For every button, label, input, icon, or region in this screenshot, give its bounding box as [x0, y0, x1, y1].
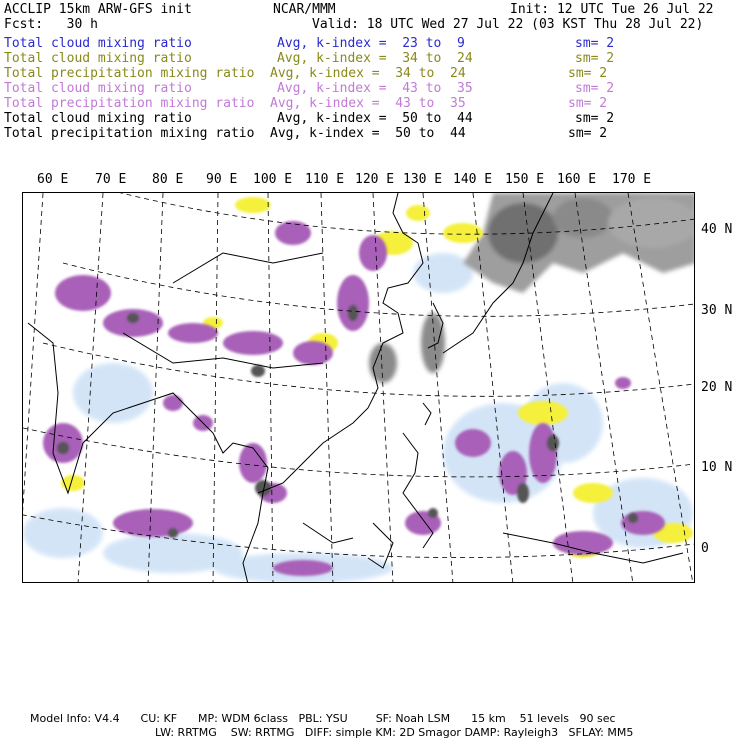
legend-avg: Avg, k-index = 34 to 24: [270, 66, 466, 81]
lat-label: 40 N: [701, 222, 733, 237]
map-panel: [22, 192, 695, 583]
init-time: Init: 12 UTC Tue 26 Jul 22: [510, 2, 714, 17]
lon-label: 60 E: [37, 172, 69, 187]
legend-name: Total precipitation mixing ratio: [4, 66, 255, 81]
map-canvas: [23, 193, 695, 583]
legend-sm: sm= 2: [575, 81, 615, 96]
legend-avg: Avg, k-index = 50 to 44: [270, 126, 466, 141]
lon-label: 80 E: [152, 172, 184, 187]
legend-sm: sm= 2: [568, 126, 608, 141]
legend-name: Total cloud mixing ratio: [4, 51, 192, 66]
plot-title: ACCLIP 15km ARW-GFS init: [4, 2, 192, 17]
legend-name: Total cloud mixing ratio: [4, 81, 192, 96]
valid-time: Valid: 18 UTC Wed 27 Jul 22 (03 KST Thu 28 Jul 22): [312, 17, 704, 32]
lon-label: 120 E: [355, 172, 395, 187]
lon-label: 130 E: [403, 172, 443, 187]
legend-name: Total precipitation mixing ratio: [4, 126, 255, 141]
lon-label: 90 E: [206, 172, 238, 187]
forecast-hour: Fcst: 30 h: [4, 17, 98, 32]
legend-avg: Avg, k-index = 43 to 35: [277, 81, 473, 96]
model-info-line2: LW: RRTMG SW: RRTMG DIFF: simple KM: 2D Smagor DAMP: Rayleigh3 SFLAY: MM5: [155, 726, 634, 739]
lon-label: 100 E: [253, 172, 293, 187]
legend-name: Total precipitation mixing ratio: [4, 96, 255, 111]
org-label: NCAR/MMM: [273, 2, 336, 17]
legend-avg: Avg, k-index = 43 to 35: [270, 96, 466, 111]
legend-name: Total cloud mixing ratio: [4, 36, 192, 51]
lon-label: 70 E: [95, 172, 127, 187]
gray-cloud-field: [369, 193, 695, 383]
model-info-line1: Model Info: V4.4 CU: KF MP: WDM 6class PBL: YSU SF: Noah LSM 15 km 51 levels 90 sec: [30, 712, 616, 725]
legend-sm: sm= 2: [568, 66, 608, 81]
lon-label: 150 E: [505, 172, 545, 187]
legend-sm: sm= 2: [568, 96, 608, 111]
legend-avg: Avg, k-index = 50 to 44: [277, 111, 473, 126]
lat-label: 10 N: [701, 460, 733, 475]
lon-label: 140 E: [453, 172, 493, 187]
lat-label: 0: [701, 541, 709, 556]
legend-sm: sm= 2: [575, 51, 615, 66]
lon-label: 170 E: [612, 172, 652, 187]
legend-avg: Avg, k-index = 23 to 9: [277, 36, 465, 51]
legend-name: Total cloud mixing ratio: [4, 111, 192, 126]
lon-label: 110 E: [305, 172, 345, 187]
lat-label: 20 N: [701, 380, 733, 395]
legend-avg: Avg, k-index = 34 to 24: [277, 51, 473, 66]
legend-sm: sm= 2: [575, 36, 615, 51]
lon-label: 160 E: [557, 172, 597, 187]
legend-sm: sm= 2: [575, 111, 615, 126]
lat-label: 30 N: [701, 303, 733, 318]
